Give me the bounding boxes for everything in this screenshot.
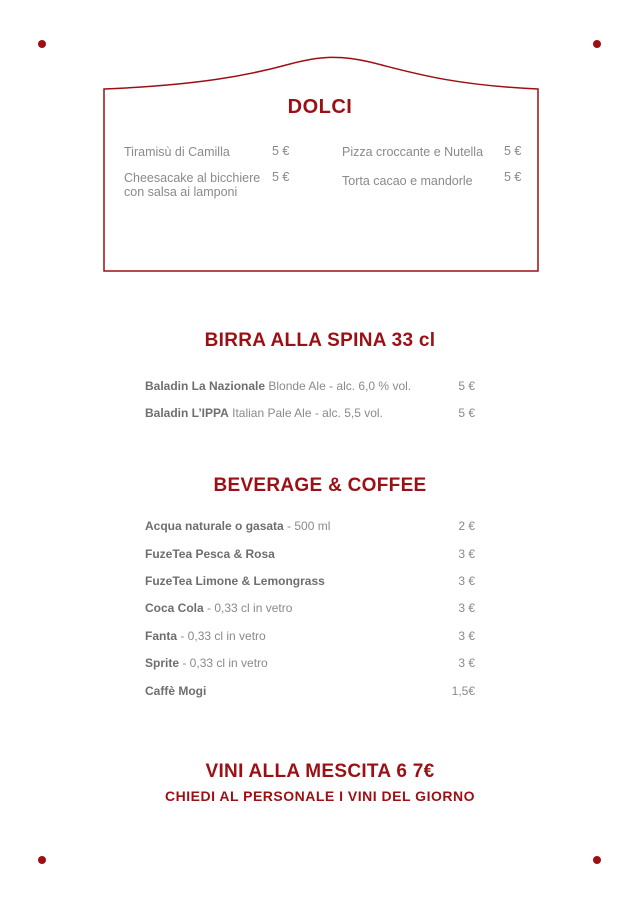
birra-row (145, 406, 475, 420)
beverage-title: BEVERAGE & COFFEE (213, 475, 427, 496)
item-price: 5 € (458, 379, 475, 393)
item-desc: - 0,33 cl in vetro (177, 629, 266, 643)
beverage-row (145, 684, 475, 698)
dolci-item: Tiramisù di Camilla (124, 145, 230, 159)
dolci-item: Cheesacake al bicchiere (124, 171, 261, 185)
item-price: 1,5€ (451, 684, 475, 698)
dolci-frame (0, 0, 640, 300)
vini-title: VINI ALLA MESCITA 6 7€ (205, 761, 435, 782)
beverage-row (145, 601, 475, 615)
beverage-row (145, 519, 475, 533)
item-name: Acqua naturale o gasata (145, 519, 284, 533)
item-name: Baladin La Nazionale (145, 379, 266, 393)
dolci-price: 5 € (504, 170, 522, 184)
item-name: FuzeTea Limone & Lemongrass (145, 574, 325, 588)
item-name: Coca Cola (145, 601, 204, 615)
item-price: 2 € (458, 519, 475, 533)
item-desc: - 0,33 cl in vetro (203, 601, 293, 615)
dolci-item-line2: con salsa ai lamponi (124, 185, 238, 199)
item-name: Sprite (145, 656, 180, 670)
item-price: 3 € (458, 547, 475, 561)
dolci-title: DOLCI (287, 96, 353, 118)
item-desc: - 500 ml (283, 519, 331, 533)
item-name: Caffè Mogi (145, 684, 207, 698)
dolci-price: 5 € (504, 144, 522, 158)
item-desc: - 0,33 cl in vetro (179, 656, 268, 670)
item-price: 3 € (458, 656, 475, 670)
beverage-row (145, 547, 475, 561)
birra-row (145, 379, 475, 393)
item-desc: Blonde Ale - alc. 6,0 % vol. (265, 379, 412, 393)
dolci-item: Torta cacao e mandorle (342, 174, 473, 188)
birra-title: BIRRA ALLA SPINA 33 cl (204, 330, 436, 351)
item-name: Fanta (145, 629, 178, 643)
ornament-icon (592, 855, 602, 865)
dolci-item: Pizza croccante e Nutella (342, 145, 484, 159)
item-price: 3 € (458, 574, 475, 588)
beverage-row (145, 656, 475, 670)
dolci-price: 5 € (272, 170, 290, 184)
item-desc: Italian Pale Ale - alc. 5,5 vol. (228, 406, 383, 420)
item-price: 3 € (458, 601, 475, 615)
dolci-price: 5 € (272, 144, 290, 158)
item-name: Baladin L’IPPA (145, 406, 229, 420)
vini-subtitle: CHIEDI AL PERSONALE I VINI DEL GIORNO (165, 788, 475, 804)
ornament-icon (37, 855, 47, 865)
item-name: FuzeTea Pesca & Rosa (145, 547, 275, 561)
beverage-row (145, 574, 475, 588)
beverage-row (145, 629, 475, 643)
item-price: 3 € (458, 629, 475, 643)
item-price: 5 € (458, 406, 475, 420)
